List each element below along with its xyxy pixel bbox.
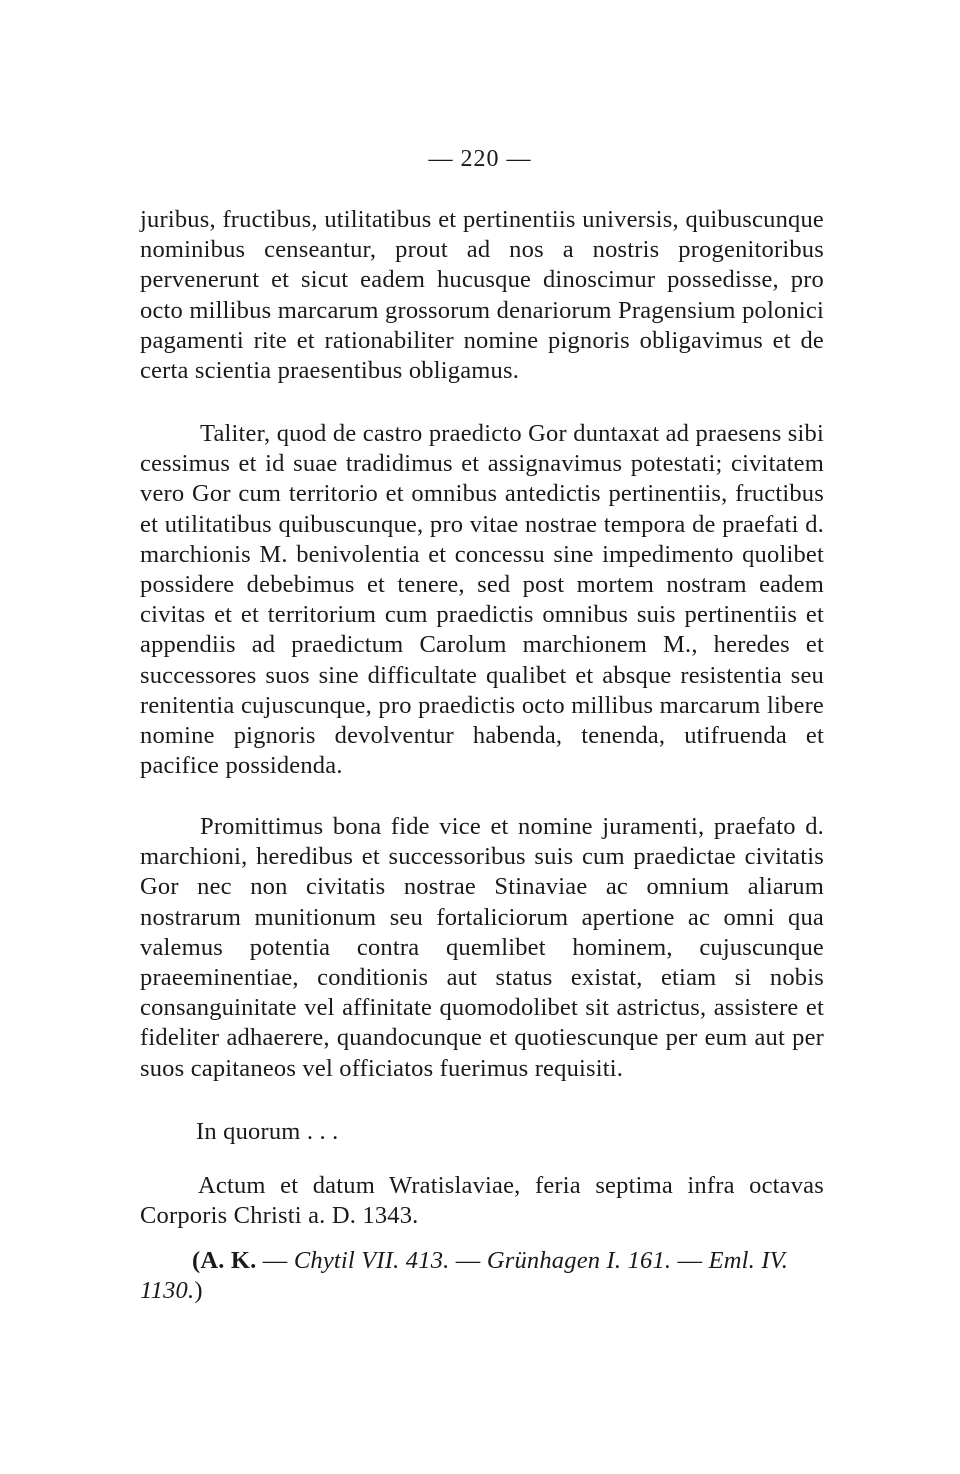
paragraph-in-quorum: In quorum . . . (196, 1118, 339, 1145)
paragraph-2: Taliter, quod de castro praedicto Gor duntaxat ad praesens sibi cessimus et id suae tradidimus et assignavimus potestati; civitatem vero Gor cum territorio et omnibus antedictis pertinentiis, fructibus et utilitatibus quibuscunque, pro vitae nostrae tempora de praefati d. marchionis M. benivolentia et concessu sine impedimento quolibet possidere debebimus et tenere, sed post mortem nostram eadem civitas et et territorium cum praedictis omnibus suis pertinentiis et appendiis ad praedictum Carolum marchionem M., heredes et successores suos sine difficultate qualibet et absque resistentia seu renitentia cujuscunque, pro praedictis octo millibus marcarum libere nomine pignoris devolventur habenda, tenenda, utifruenda et pacifice possidenda. (140, 420, 824, 780)
citation-chytil: Chytil VII. 413. (293, 1247, 450, 1274)
citation-dash: — (256, 1247, 294, 1274)
citation-archive: (A. K. (192, 1247, 257, 1274)
page-number: — 220 — (428, 146, 532, 172)
citation-close: ) (194, 1277, 203, 1305)
citation-dash: — (449, 1247, 487, 1274)
paragraph-dating-clause: Actum et datum Wratislaviae, feria septima infra octavas Corporis Christi a. D. 1343. (140, 1172, 824, 1230)
paragraph-3: Promittimus bona fide vice et nomine juramenti, praefato d. marchioni, heredibus et successoribus suis cum praedictae civitatis Gor nec non civitatis nostrae Stinaviae ac omnium aliarum nostrarum munitionum seu fortaliciorum apertione ac omni qua valemus potentia contra quemlibet hominem, cujuscunque praeeminentiae, conditionis aut status existat, etiam si nobis consanguinitate vel affinitate quomodolibet sit astrictus, assistere et fideliter adhaerere, quandocunque et quotiescunque per eum aut per suos capitaneos vel officiatos fuerimus requisiti. (140, 813, 824, 1082)
paragraph-1: juribus, fructibus, utilitatibus et pertinentiis universis, quibuscunque nominibus censeantur, prout ad nos a nostris progenitoribus pervenerunt et sicut eadem hucusque dinoscimur possedisse, pro octo millibus marcarum grossorum denariorum Pragensium polonici pagamenti rite et rationabiliter nomine pignoris obligavimus et de certa scientia praesentibus obligamus. (140, 206, 824, 385)
source-citation (140, 1246, 824, 1306)
citation-dash: — (671, 1247, 709, 1274)
citation-gruenhagen: Grünhagen I. 161. (486, 1247, 672, 1274)
citation-eml: Eml. IV. 1130. (140, 1247, 789, 1305)
